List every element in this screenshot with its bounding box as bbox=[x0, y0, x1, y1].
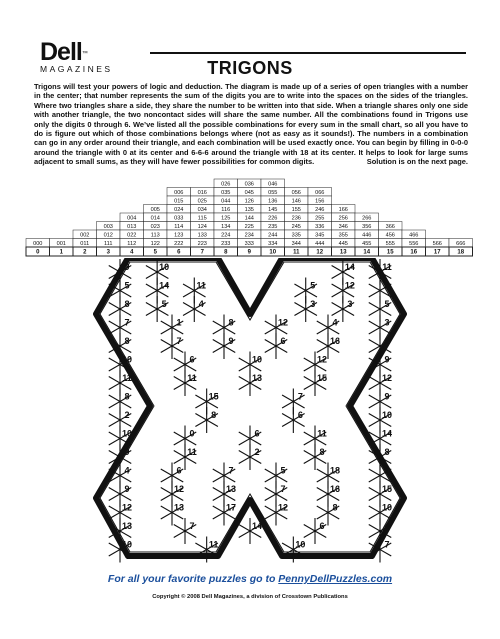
triangle-clue: 4 bbox=[124, 465, 130, 476]
triangle-clue: 9 bbox=[384, 391, 390, 402]
triangle-clue: 12 bbox=[344, 280, 355, 291]
logo-tm: ™ bbox=[81, 51, 87, 57]
instructions bbox=[34, 82, 468, 167]
combination-value: 145 bbox=[268, 206, 278, 213]
combination-value: 444 bbox=[315, 240, 325, 247]
triangle-clue: 8 bbox=[124, 299, 130, 309]
combination-value: 116 bbox=[221, 206, 231, 213]
triangle-clue: 8 bbox=[124, 336, 130, 346]
combination-value: 005 bbox=[150, 206, 160, 213]
triangle-clue: 7 bbox=[384, 539, 390, 550]
combination-value: 134 bbox=[221, 223, 231, 230]
triangle-clue: 5 bbox=[280, 465, 286, 476]
combination-value: 455 bbox=[362, 240, 372, 247]
triangle-clue: 11 bbox=[122, 373, 132, 383]
combination-value: 334 bbox=[268, 240, 278, 247]
trigons-puzzle-grid bbox=[0, 258, 500, 570]
combination-value: 345 bbox=[315, 232, 325, 239]
triangle-clue: 10 bbox=[381, 502, 393, 513]
combination-value: 666 bbox=[456, 240, 466, 247]
sum-label: 7 bbox=[200, 249, 204, 256]
sum-label: 6 bbox=[177, 249, 181, 256]
combination-value: 036 bbox=[244, 181, 254, 188]
triangle-clue: 8 bbox=[319, 447, 325, 457]
sum-label: 5 bbox=[153, 249, 157, 256]
sum-label: 15 bbox=[386, 249, 394, 256]
triangle-clue: 5 bbox=[384, 299, 390, 309]
combination-value: 234 bbox=[244, 232, 254, 239]
triangle-clue: 4 bbox=[198, 299, 204, 309]
combination-value: 222 bbox=[174, 240, 184, 247]
combination-value: 356 bbox=[362, 223, 372, 230]
combination-value: 246 bbox=[315, 206, 325, 213]
triangle-clue: 6 bbox=[297, 410, 303, 420]
combination-value: 115 bbox=[197, 215, 207, 222]
combination-value: 556 bbox=[409, 240, 419, 247]
triangle-clue: 6 bbox=[319, 521, 325, 531]
triangle-clue: 5 bbox=[161, 299, 167, 309]
triangle-clue: 6 bbox=[189, 354, 195, 365]
combination-value: 336 bbox=[315, 223, 325, 230]
logo-dell-text: Dell bbox=[40, 38, 82, 66]
triangle-clue: 7 bbox=[189, 521, 195, 531]
triangle-clue: 8 bbox=[332, 502, 338, 513]
combination-value: 123 bbox=[174, 232, 184, 239]
combination-value: 045 bbox=[244, 189, 254, 196]
combination-value: 266 bbox=[362, 215, 372, 222]
triangle-clue: 12 bbox=[316, 354, 328, 365]
triangle-clue: 5 bbox=[310, 280, 316, 291]
combination-value: 112 bbox=[127, 240, 137, 247]
triangle-clue: 2 bbox=[124, 410, 130, 420]
triangle-clue: 11 bbox=[187, 447, 197, 457]
sum-label: 18 bbox=[457, 249, 465, 256]
combination-value: 333 bbox=[244, 240, 254, 247]
combination-value: 000 bbox=[33, 240, 43, 247]
triangle-clue: 8 bbox=[228, 317, 234, 328]
triangle-clue: 9 bbox=[124, 262, 130, 272]
combination-value: 014 bbox=[150, 215, 160, 222]
header-rule bbox=[150, 52, 466, 54]
combination-value: 111 bbox=[103, 240, 113, 247]
combination-value: 001 bbox=[56, 240, 66, 247]
triangle-clue: 1 bbox=[176, 317, 182, 328]
triangle-clue: 14 bbox=[381, 428, 393, 439]
triangle-clue: 15 bbox=[208, 391, 219, 402]
combination-value: 244 bbox=[268, 232, 278, 239]
triangle-clue: 10 bbox=[381, 410, 393, 420]
sum-label: 1 bbox=[59, 249, 63, 256]
triangle-clue: 9 bbox=[124, 484, 130, 494]
combination-value: 366 bbox=[385, 223, 395, 230]
combination-value: 044 bbox=[221, 198, 231, 205]
combination-value: 155 bbox=[291, 206, 301, 213]
triangle-clue: 16 bbox=[329, 484, 341, 494]
page-title: TRIGONS bbox=[207, 58, 293, 78]
footer-promo bbox=[0, 573, 500, 585]
triangle-clue: 10 bbox=[251, 354, 263, 365]
triangle-clue: 13 bbox=[225, 484, 237, 494]
combination-value: 136 bbox=[268, 198, 278, 205]
sum-label: 10 bbox=[269, 249, 277, 256]
triangle-clue: 10 bbox=[121, 354, 133, 365]
combination-value: 124 bbox=[197, 223, 207, 230]
combination-value: 233 bbox=[221, 240, 231, 247]
triangle-clue: 7 bbox=[280, 484, 286, 494]
triangle-clue: 10 bbox=[121, 428, 133, 439]
triangle-clue: 14 bbox=[251, 521, 263, 531]
sum-label: 0 bbox=[36, 249, 40, 256]
combination-value: 225 bbox=[244, 223, 254, 230]
triangle-clue: 10 bbox=[121, 539, 133, 550]
grid-outline bbox=[96, 258, 404, 556]
triangle-clue: 8 bbox=[211, 410, 217, 420]
sum-label: 3 bbox=[106, 249, 110, 256]
combination-value: 003 bbox=[103, 223, 113, 230]
triangle-clue: 15 bbox=[381, 484, 393, 494]
triangle-clue: 7 bbox=[228, 465, 234, 476]
triangle-clue: 13 bbox=[173, 502, 185, 513]
combination-value: 255 bbox=[315, 215, 325, 222]
combination-value: 156 bbox=[315, 198, 325, 205]
footer-link[interactable]: PennyDellPuzzles.com bbox=[278, 573, 393, 585]
triangle-clue: 3 bbox=[310, 299, 316, 309]
triangle-clue: 0 bbox=[189, 428, 195, 439]
combination-value: 046 bbox=[268, 181, 278, 188]
combination-value: 235 bbox=[268, 223, 278, 230]
logo-magazines-text: MAGAZINES bbox=[40, 64, 113, 74]
triangle-clue: 18 bbox=[329, 465, 341, 476]
triangle-clue: 6 bbox=[254, 428, 260, 439]
triangle-clue: 12 bbox=[121, 502, 133, 513]
triangle-clue: 11 bbox=[208, 539, 219, 550]
combination-value: 114 bbox=[174, 223, 184, 230]
combination-value: 166 bbox=[338, 206, 348, 213]
triangle-clue: 17 bbox=[225, 502, 237, 513]
combination-value: 446 bbox=[362, 232, 372, 239]
combination-value: 335 bbox=[291, 232, 301, 239]
combination-value: 011 bbox=[80, 240, 90, 247]
triangle-clue: 4 bbox=[332, 317, 338, 328]
copyright: Copyright © 2008 Dell Magazines, a division of Crosstown Publications bbox=[152, 594, 348, 600]
combinations-chart bbox=[0, 175, 500, 257]
combination-value: 456 bbox=[385, 232, 395, 239]
combination-value: 133 bbox=[197, 232, 207, 239]
sum-label: 17 bbox=[433, 249, 441, 256]
combination-value: 004 bbox=[127, 215, 137, 222]
sum-label: 8 bbox=[224, 249, 228, 256]
combination-value: 125 bbox=[221, 215, 231, 222]
combination-value: 034 bbox=[197, 206, 207, 213]
footer-text: For all your favorite puzzles go to bbox=[107, 573, 279, 585]
sum-label: 2 bbox=[83, 249, 87, 256]
combination-value: 024 bbox=[174, 206, 184, 213]
triangle-clue: 7 bbox=[176, 336, 182, 346]
triangle-clue: 11 bbox=[187, 373, 197, 383]
combination-value: 016 bbox=[197, 189, 207, 196]
combination-value: 355 bbox=[338, 232, 348, 239]
combination-value: 146 bbox=[291, 198, 301, 205]
triangle-clue: 11 bbox=[382, 262, 392, 272]
combination-value: 226 bbox=[268, 215, 278, 222]
triangle-clue: 3 bbox=[384, 317, 390, 328]
combination-value: 113 bbox=[150, 232, 160, 239]
triangle-clue: 13 bbox=[251, 373, 263, 383]
combination-value: 466 bbox=[409, 232, 419, 239]
combination-value: 026 bbox=[221, 181, 231, 188]
combination-value: 344 bbox=[291, 240, 301, 247]
triangle-clue: 4 bbox=[384, 521, 390, 531]
triangle-clue: 12 bbox=[173, 484, 185, 494]
combination-value: 033 bbox=[174, 215, 184, 222]
combination-value: 224 bbox=[221, 232, 231, 239]
combination-value: 122 bbox=[150, 240, 160, 247]
triangle-clue: 16 bbox=[329, 336, 341, 346]
triangle-clue: 2 bbox=[254, 447, 260, 457]
triangle-clue: 9 bbox=[384, 354, 390, 365]
combination-value: 126 bbox=[244, 198, 254, 205]
triangle-clue: 12 bbox=[381, 373, 393, 383]
triangle-clue: 7 bbox=[297, 391, 303, 402]
combination-value: 002 bbox=[80, 232, 90, 239]
triangle-clue: 14 bbox=[344, 262, 355, 272]
triangle-clue: 3 bbox=[347, 299, 353, 309]
triangle-clue: 8 bbox=[384, 447, 390, 457]
combination-value: 025 bbox=[197, 198, 207, 205]
combination-value: 035 bbox=[221, 189, 231, 196]
combination-value: 236 bbox=[291, 215, 301, 222]
solution-note: Solution is on the next page. bbox=[366, 157, 468, 167]
combination-value: 015 bbox=[174, 198, 184, 205]
combination-value: 223 bbox=[197, 240, 207, 247]
combination-value: 066 bbox=[315, 189, 325, 196]
triangle-clue: 7 bbox=[124, 317, 130, 328]
dell-magazines-logo bbox=[40, 40, 140, 74]
combination-value: 445 bbox=[338, 240, 348, 247]
combination-value: 056 bbox=[291, 189, 301, 196]
combination-value: 566 bbox=[432, 240, 442, 247]
combination-value: 012 bbox=[103, 232, 113, 239]
combination-value: 023 bbox=[150, 223, 160, 230]
triangle-clue: 9 bbox=[124, 447, 130, 457]
triangle-clue: 6 bbox=[280, 336, 286, 346]
combination-value: 055 bbox=[268, 189, 278, 196]
triangle-clue: 11 bbox=[196, 280, 207, 291]
combination-value: 013 bbox=[127, 223, 137, 230]
triangle-clue: 9 bbox=[228, 336, 234, 346]
sum-label: 14 bbox=[363, 249, 371, 256]
sum-label: 16 bbox=[410, 249, 418, 256]
combination-value: 144 bbox=[244, 215, 254, 222]
combination-value: 256 bbox=[338, 215, 348, 222]
sum-label: 4 bbox=[130, 249, 134, 256]
triangle-clue: 14 bbox=[159, 280, 170, 291]
triangle-clue: 12 bbox=[277, 502, 289, 513]
triangle-clue: 5 bbox=[124, 280, 130, 291]
combination-value: 135 bbox=[244, 206, 254, 213]
sum-label: 13 bbox=[339, 249, 347, 256]
sum-label: 9 bbox=[247, 249, 251, 256]
combination-value: 245 bbox=[291, 223, 301, 230]
triangle-clue: 10 bbox=[159, 262, 170, 272]
triangle-clue: 10 bbox=[295, 539, 306, 550]
instructions-text: Trigons will test your powers of logic and deduction. The diagram is made up of a series of open triangles with a number in the center; that number represents the sum of the digits you are to write into the spaces on the sides of the triangles. Where two triangles share a side, they share the number to be written into that side. When a triangle shares only one side with another triangle, the two noncontact sides will share the same number. All the combinations found in Trigons use only the digits 0 through 6. We’ve listed all the possible combinations for every sum in the small chart, so all you have to do is figure out which of those combinations belongs where (not as easy as it sounds!). The numbers in a combination can go in any order around their triangle, and each combination will be used exactly once. You can begin by filling in 0-0-0 around the triangle with 0 at its center and 6-6-6 around the triangle with 18 at its center. It helps to look for large sums adjacent to small sums, as they will have fewer possibilities for common digits. bbox=[34, 82, 468, 167]
sum-label: 12 bbox=[316, 249, 324, 256]
triangle-clue: 8 bbox=[124, 391, 130, 402]
triangle-clue: 11 bbox=[317, 428, 327, 439]
combination-value: 006 bbox=[174, 189, 184, 196]
triangle-clue: 12 bbox=[277, 317, 289, 328]
combination-value: 346 bbox=[338, 223, 348, 230]
sum-label: 11 bbox=[293, 249, 300, 256]
triangle-clue: 6 bbox=[176, 465, 182, 476]
triangle-clue: 13 bbox=[121, 521, 133, 531]
triangle-clue: 15 bbox=[316, 373, 328, 383]
triangle-clue: 9 bbox=[384, 280, 390, 291]
combination-value: 555 bbox=[385, 240, 395, 247]
triangle-clue: 9 bbox=[384, 465, 390, 476]
combination-value: 022 bbox=[127, 232, 137, 239]
triangle-clue: 6 bbox=[384, 336, 390, 346]
